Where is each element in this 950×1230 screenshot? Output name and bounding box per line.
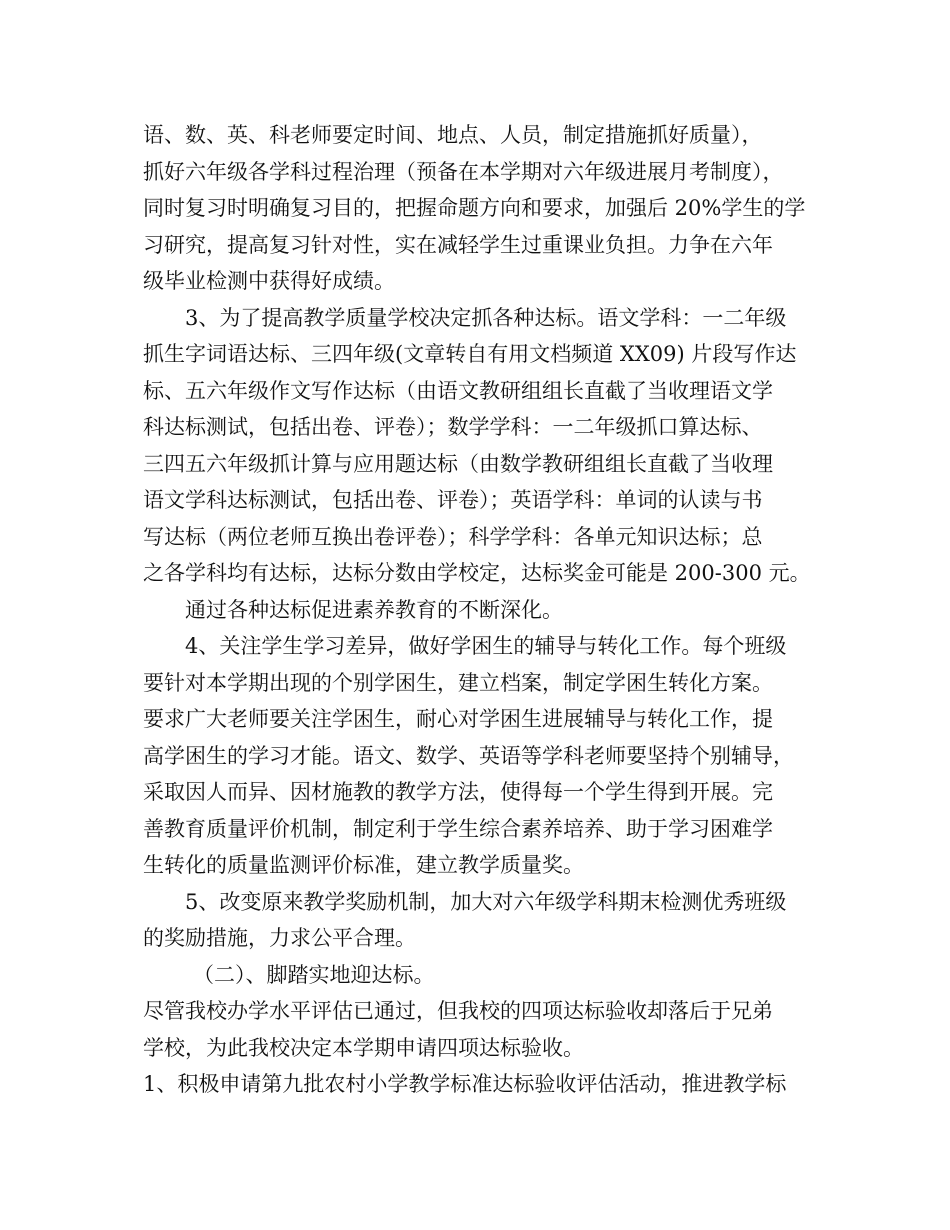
paragraph-first-line: 5、改变原来教学奖励机制，加大对六年级学科期末检测优秀班级 — [185, 889, 787, 914]
text-line: 之各学科均有达标，达标分数由学校定，达标奖金可能是 200-300 元。 — [143, 561, 811, 585]
text-line: 生转化的质量监测评价标准，建立教学质量奖。 — [143, 853, 584, 877]
paragraph-first-line: 通过各种达标促进素养教育的不断深化。 — [185, 597, 563, 622]
text-line: 高学困生的学习才能。语文、数学、英语等学科老师要坚持个别辅导， — [143, 743, 794, 768]
text-line: 尽管我校办学水平评估已通过，但我校的四项达标验收却落后于兄弟 — [143, 999, 773, 1023]
text-line: 标、五六年级作文写作达标（由语文教研组组长直截了当收理语文学 — [143, 378, 773, 403]
text-line: 采取因人而异、因材施教的教学方法，使得每一个学生得到开展。完 — [143, 780, 773, 804]
text-line: 的奖励措施，力求公平合理。 — [143, 926, 416, 950]
paragraph-first-line: 4、关注学生学习差异，做好学困生的辅导与转化工作。每个班级 — [185, 634, 787, 658]
text-line: 学校，为此我校决定本学期申请四项达标验收。 — [143, 1035, 584, 1060]
text-line: 语、数、英、科老师要定时间、地点、人员，制定措施抓好质量）， — [143, 123, 763, 147]
text-line: 1、积极申请第九批农村小学教学标准达标验收评估活动，推进教学标 — [143, 1072, 787, 1096]
text-line: 科达标测试，包括出卷、评卷）；数学学科：一二年级抓口算达标、 — [143, 415, 763, 439]
text-line: 抓好六年级各学科过程治理（预备在本学期对六年级进展月考制度）， — [143, 159, 784, 184]
text-line: 级毕业检测中获得好成绩。 — [143, 269, 395, 293]
section-heading: （二）、脚踏实地迎达标。 — [193, 962, 435, 987]
text-line: 抓生字词语达标、三四年级(文章转自有用文档频道 XX09) 片段写作达 — [143, 342, 797, 366]
text-line: 要求广大老师要关注学困生，耐心对学困生进展辅导与转化工作，提 — [143, 707, 773, 731]
text-line: 善教育质量评价机制，制定利于学生综合素养培养、助于学习困难学 — [143, 816, 773, 841]
document-body — [143, 117, 823, 1103]
paragraph-first-line: 3、为了提高教学质量学校决定抓各种达标。语文学科：一二年级 — [185, 305, 787, 330]
text-line: 同时复习时明确复习目的，把握命题方向和要求，加强后 20%学生的学 — [143, 196, 806, 220]
text-line: 要针对本学期出现的个别学困生，建立档案，制定学困生转化方案。 — [143, 670, 773, 695]
text-line: 习研究，提高复习针对性，实在减轻学生过重课业负担。力争在六年 — [143, 232, 773, 257]
text-line: 语文学科达标测试，包括出卷、评卷）；英语学科：单词的认读与书 — [143, 488, 763, 512]
text-line: 三四五六年级抓计算与应用题达标（由数学教研组组长直截了当收理 — [143, 451, 773, 476]
text-line: 写达标（两位老师互换出卷评卷）；科学学科：各单元知识达标；总 — [143, 524, 763, 549]
